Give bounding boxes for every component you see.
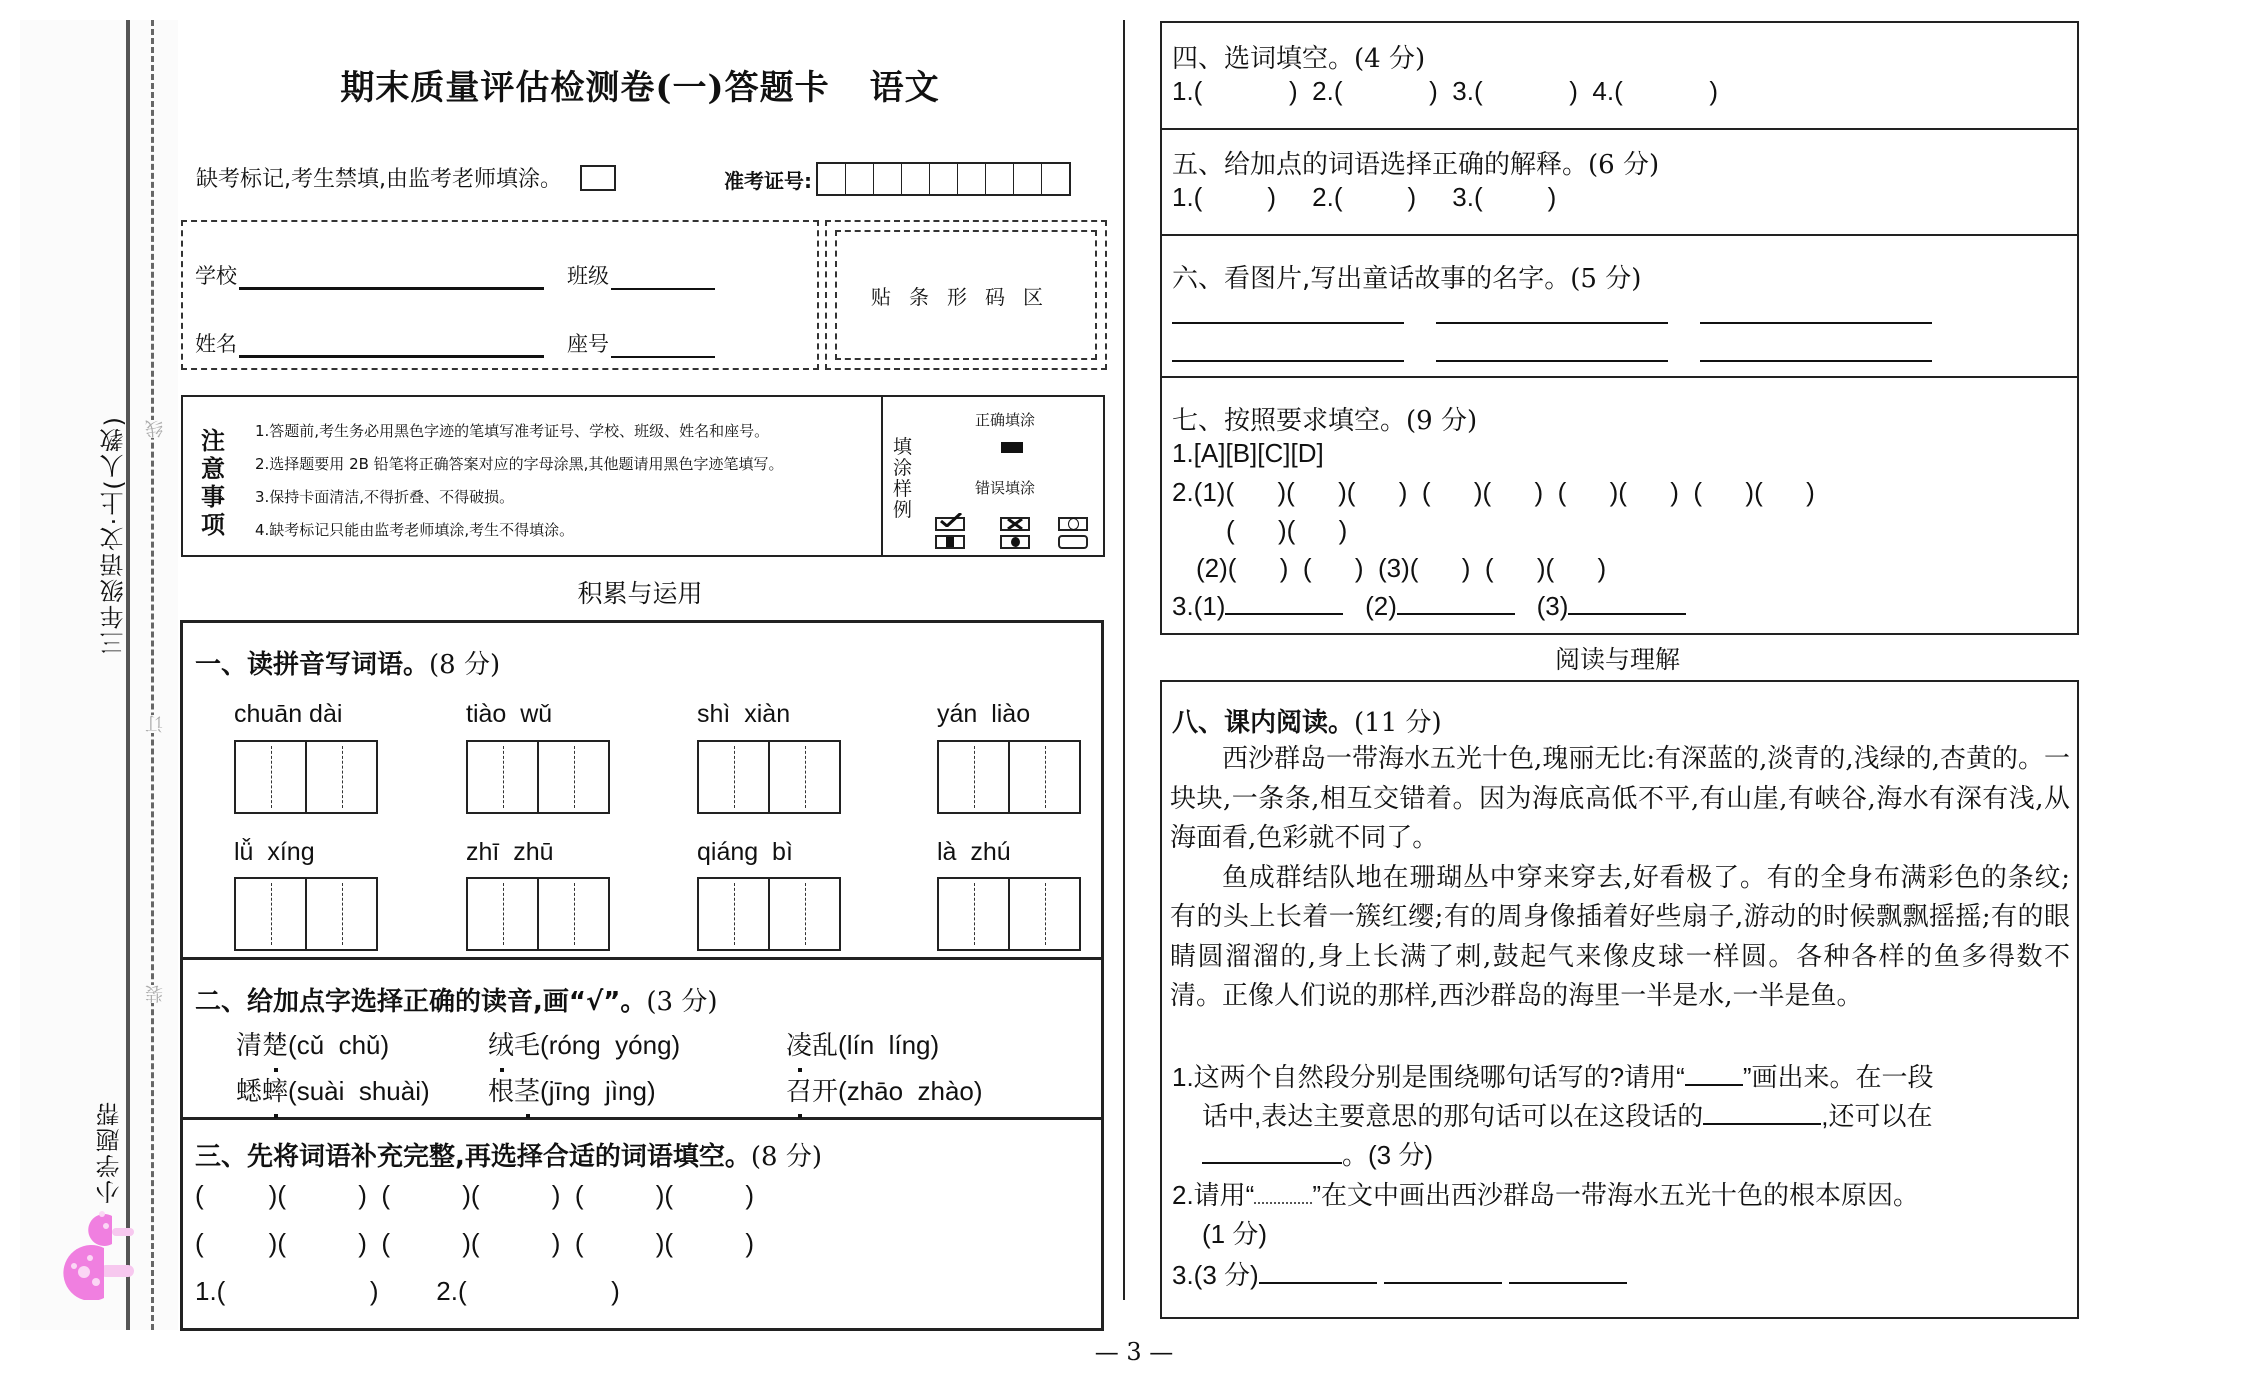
pronunciation-item[interactable] — [786, 1025, 939, 1062]
name-field[interactable] — [195, 328, 544, 358]
mushroom-stem-large — [100, 1265, 134, 1277]
q3-heading — [195, 1136, 822, 1173]
exam-id-field — [724, 162, 1071, 196]
word-char: 根 — [488, 1076, 515, 1106]
writing-grid[interactable] — [466, 740, 610, 814]
pinyin-options[interactable]: (jīng jìng) — [540, 1076, 656, 1106]
q8-sub1-text: ,还可以在 — [1821, 1101, 1933, 1131]
pinyin-options[interactable]: (suài shuài) — [288, 1076, 430, 1106]
writing-cell[interactable] — [539, 742, 608, 812]
writing-cell[interactable] — [468, 879, 539, 949]
exam-id-cell[interactable] — [986, 164, 1014, 194]
pinyin-label: zhī zhū — [466, 838, 554, 866]
q6-blank[interactable] — [1436, 360, 1668, 362]
mushroom-cap-small — [88, 1214, 112, 1246]
exam-id-cell[interactable] — [958, 164, 986, 194]
q3-blank-row[interactable]: ( )( ) ( )( ) ( )( ) — [195, 1228, 754, 1258]
q8-title: 八、课内阅读。 — [1172, 708, 1355, 738]
q8-sub2 — [1172, 1176, 2072, 1254]
q7-line4 — [1172, 591, 1686, 622]
straight-underline-sample — [1685, 1062, 1743, 1086]
writing-cell[interactable] — [939, 742, 1010, 812]
wrong-fill-outline-icon — [1058, 535, 1088, 549]
page-number: — 3 — — [1094, 1338, 1174, 1366]
q8-blank[interactable] — [1384, 1260, 1502, 1284]
q8-points: (11 分) — [1354, 708, 1442, 738]
cut-mark-install: 装 — [143, 985, 169, 1003]
writing-cell[interactable] — [699, 742, 770, 812]
q8-sub1-text: 1.这两个自然段分别是围绕哪句话写的?请用“ — [1172, 1062, 1685, 1092]
pinyin-label: chuān dài — [234, 700, 343, 728]
wrong-fill-circle-icon — [1058, 517, 1088, 531]
exam-id-cell[interactable] — [846, 164, 874, 194]
pinyin-label: shì xiàn — [697, 700, 791, 728]
q4-points: (4 分) — [1354, 44, 1426, 74]
dotted-char: 楚 — [262, 1025, 288, 1062]
writing-cell[interactable] — [939, 879, 1010, 949]
pinyin-options[interactable]: (zhāo zhào) — [838, 1076, 983, 1106]
word-char: 召 — [786, 1071, 812, 1108]
wrong-fill-cross-icon — [1000, 517, 1030, 531]
wrong-fill-half-icon — [935, 535, 965, 549]
absent-note: 缺考标记,考生禁填,由监考老师填涂。 — [196, 167, 562, 192]
writing-grid[interactable] — [697, 740, 841, 814]
pronunciation-item[interactable] — [786, 1071, 983, 1108]
q8-blank[interactable] — [1202, 1140, 1342, 1164]
q8-heading — [1172, 702, 1442, 739]
wrong-fill-dot-icon — [1000, 535, 1030, 549]
name-label: 姓名 — [195, 332, 237, 356]
q7-heading — [1172, 400, 1477, 437]
q7-blank[interactable] — [1225, 591, 1343, 615]
word-char: 绒 — [488, 1025, 514, 1062]
q7-line4-label: 3.(1) — [1172, 591, 1226, 621]
mushroom-logo-icon — [60, 1190, 140, 1300]
exam-id-cell[interactable] — [902, 164, 930, 194]
q6-heading — [1172, 258, 1641, 295]
q7-line3[interactable]: (2)( ) ( ) (3)( ) ( )( ) — [1196, 553, 1607, 583]
q2-title: 二、给加点字选择正确的读音,画“√”。 — [195, 987, 647, 1017]
q4-answers[interactable]: 1.( ) 2.( ) 3.( ) 4.( ) — [1172, 76, 1719, 106]
q7-line4-label-b: (2) — [1365, 591, 1397, 621]
exam-id-label: 准考证号: — [724, 168, 812, 193]
subject-label: 语文 — [869, 68, 940, 108]
wrong-fill-label: 错误填涂 — [975, 479, 1036, 497]
pinyin-label: là zhú — [937, 838, 1011, 866]
q8-blank[interactable] — [1509, 1260, 1627, 1284]
writing-grid[interactable] — [937, 877, 1081, 951]
cut-mark-line: 线 — [143, 420, 169, 438]
cut-mark-bind: 订 — [143, 715, 169, 733]
seat-label: 座号 — [567, 332, 609, 356]
q4-heading — [1172, 38, 1425, 75]
q8-blank[interactable] — [1703, 1101, 1821, 1125]
pronunciation-item[interactable] — [488, 1025, 680, 1062]
writing-cell[interactable] — [539, 879, 608, 949]
q3-title: 三、先将词语补充完整,再选择合适的词语填空。 — [195, 1142, 751, 1172]
passage-paragraph: 西沙群岛一带海水五光十色,瑰丽无比:有深蓝的,淡青的,浅绿的,杏黄的。一块块,一条条,相互交错着。因为海底高低不平,有山崖,有峡谷,海水有深有浅,从海面看,色彩就不同了。 — [1170, 744, 2070, 853]
absent-mark-row — [196, 162, 616, 193]
pronunciation-item[interactable] — [488, 1071, 656, 1108]
q6-points: (5 分) — [1570, 264, 1642, 294]
divider — [1160, 234, 2077, 236]
exam-id-cell[interactable] — [1042, 164, 1069, 194]
q6-blank[interactable] — [1700, 322, 1932, 324]
q8-sub3 — [1172, 1256, 2072, 1295]
q6-title: 六、看图片,写出童话故事的名字。 — [1172, 264, 1571, 294]
dotted-char: 开 — [812, 1076, 839, 1106]
q8-blank[interactable] — [1259, 1260, 1377, 1284]
q5-points: (6 分) — [1588, 150, 1660, 180]
divider — [180, 957, 1101, 960]
notes-label: 注意事项 — [201, 427, 225, 539]
exam-id-cells[interactable] — [816, 162, 1071, 196]
q5-title: 五、给加点的词语选择正确的解释。 — [1172, 150, 1589, 180]
writing-cell[interactable] — [236, 742, 307, 812]
q1-heading — [195, 644, 500, 681]
writing-grid[interactable] — [234, 740, 378, 814]
q5-heading — [1172, 144, 1659, 181]
q1-points: (8 分) — [429, 650, 501, 680]
divider — [1160, 376, 2077, 378]
barcode-label: 贴条形码区 — [871, 284, 1061, 309]
notes-list — [255, 415, 783, 547]
pronunciation-item[interactable] — [236, 1025, 389, 1062]
pinyin-options[interactable]: (cǔ chǔ) — [288, 1030, 390, 1060]
word-char: 蟋 — [236, 1076, 263, 1106]
wavy-underline-sample — [1254, 1180, 1312, 1204]
section-reading: 阅读与理解 — [1554, 645, 1680, 674]
absent-checkbox[interactable] — [580, 165, 616, 191]
writing-cell[interactable] — [236, 879, 307, 949]
fill-sample — [881, 397, 1105, 555]
writing-grid[interactable] — [697, 877, 841, 951]
q1-title: 一、读拼音写词语。 — [195, 650, 430, 680]
book-title: 三年级语文·上(人教) — [100, 415, 128, 656]
q7-line2[interactable]: 2.(1)( )( )( ) ( )( ) ( )( ) ( )( ) — [1172, 477, 1815, 507]
barcode-area — [825, 220, 1107, 370]
notes-box — [181, 395, 1105, 557]
pinyin-options[interactable]: (róng yóng) — [540, 1030, 681, 1060]
writing-cell[interactable] — [468, 742, 539, 812]
q6-blank[interactable] — [1172, 322, 1404, 324]
pronunciation-item[interactable] — [236, 1071, 430, 1108]
q4-title: 四、选词填空。 — [1172, 44, 1355, 74]
q7-points: (9 分) — [1406, 406, 1478, 436]
writing-grid[interactable] — [937, 740, 1081, 814]
word-char: 清 — [236, 1030, 263, 1060]
q5-answers[interactable]: 1.( ) 2.( ) 3.( ) — [1172, 182, 1557, 212]
class-input-line[interactable] — [611, 266, 715, 290]
q8-sub2-text: ”在文中画出西沙群岛一带海水五光十色的根本原因。 — [1312, 1180, 1920, 1210]
dotted-char: 乱 — [812, 1030, 839, 1060]
writing-grid[interactable] — [234, 877, 378, 951]
q6-blank[interactable] — [1700, 360, 1932, 362]
page-title — [180, 60, 1100, 109]
writing-cell[interactable] — [307, 742, 376, 812]
exam-id-cell[interactable] — [930, 164, 958, 194]
writing-cell[interactable] — [307, 879, 376, 949]
q6-blank[interactable] — [1172, 360, 1404, 362]
mushroom-stem-small — [112, 1228, 134, 1236]
exam-id-cell[interactable] — [874, 164, 902, 194]
binding-cut-line — [151, 20, 154, 1330]
dotted-char: 蟀 — [262, 1071, 288, 1108]
q7-title: 七、按照要求填空。 — [1172, 406, 1407, 436]
q8-sub1 — [1172, 1058, 2072, 1175]
passage-paragraph: 鱼成群结队地在珊瑚丛中穿来穿去,好看极了。有的全身布满彩色的条纹;有的头上长着一簇红缨;有的周身像插着好些扇子,游动的时候飘飘摇摇;有的眼睛圆溜溜的,身上长满了刺,鼓起气来像皮球一样圆。各种各样的鱼多得数不清。正像人们说的那样,西沙群岛的海里一半是水,一半是鱼。 — [1170, 862, 2070, 1011]
q3-blank-row[interactable]: ( )( ) ( )( ) ( )( ) — [195, 1180, 754, 1210]
writing-cell[interactable] — [1010, 742, 1079, 812]
school-field[interactable] — [195, 260, 544, 290]
writing-cell[interactable] — [1010, 879, 1079, 949]
exam-id-cell[interactable] — [818, 164, 846, 194]
class-label: 班级 — [567, 264, 609, 288]
q8-sub3-label: 3.(3 分) — [1172, 1260, 1259, 1290]
word-char: 凌 — [786, 1025, 812, 1062]
section-accumulation: 积累与运用 — [577, 579, 703, 608]
q7-choice-options[interactable]: 1.[A][B][C][D] — [1172, 438, 1324, 468]
note-item: 3.保持卡面清洁,不得折叠、不得破损。 — [255, 488, 515, 506]
writing-grid[interactable] — [466, 877, 610, 951]
pinyin-label: yán liào — [937, 700, 1031, 728]
seat-input-line[interactable] — [611, 334, 715, 358]
pinyin-label: lǚ xíng — [234, 838, 315, 866]
writing-cell[interactable] — [770, 879, 839, 949]
pinyin-options[interactable]: (lín líng) — [838, 1030, 940, 1060]
note-item: 4.缺考标记只能由监考老师填涂,考生不得填涂。 — [255, 521, 575, 539]
writing-cell[interactable] — [770, 742, 839, 812]
dotted-char: 毛 — [514, 1030, 541, 1060]
student-info-box — [181, 220, 819, 370]
wrong-fill-check-icon — [935, 517, 965, 531]
school-input-line[interactable] — [239, 265, 544, 290]
column-divider — [1123, 20, 1125, 1300]
name-input-line[interactable] — [239, 333, 544, 358]
dotted-char: 茎 — [514, 1071, 540, 1108]
q2-heading — [195, 981, 718, 1018]
note-item: 1.答题前,考生务必用黑色字迹的笔填写准考证号、学校、班级、姓名和座号。 — [255, 422, 770, 440]
barcode-inner — [835, 230, 1097, 360]
q7-line4-label-c: (3) — [1536, 591, 1569, 621]
q8-sub1-text: 话中,表达主要意思的那句话可以在这段话的 — [1202, 1101, 1704, 1131]
pinyin-label: tiào wǔ — [466, 700, 553, 728]
seat-field[interactable] — [567, 328, 715, 358]
divider — [180, 1117, 1101, 1120]
class-field[interactable] — [567, 260, 715, 290]
school-label: 学校 — [195, 264, 237, 288]
pinyin-label: qiáng bì — [697, 838, 793, 866]
q8-sub1-text: 。(3 分) — [1342, 1140, 1434, 1170]
brand-name: 小学题帮 — [96, 1100, 124, 1204]
q6-blank[interactable] — [1436, 322, 1668, 324]
correct-fill-mark-icon — [1001, 442, 1023, 453]
writing-cell[interactable] — [699, 879, 770, 949]
q3-answers[interactable]: 1.( ) 2.( ) — [195, 1276, 620, 1306]
q8-sub2-text: 2.请用“ — [1172, 1180, 1255, 1210]
q8-sub1-text: ”画出来。在一段 — [1742, 1062, 1934, 1092]
exam-title: 期末质量评估检测卷(一)答题卡 — [340, 68, 830, 108]
reading-passage — [1170, 740, 2070, 1017]
divider — [1160, 128, 2077, 130]
q7-blank[interactable] — [1568, 591, 1686, 615]
exam-id-cell[interactable] — [1014, 164, 1042, 194]
q8-sub2-points: (1 分) — [1202, 1219, 1268, 1249]
q7-line2-cont[interactable]: ( )( ) — [1226, 515, 1348, 545]
q7-blank[interactable] — [1397, 591, 1515, 615]
correct-fill-label: 正确填涂 — [975, 411, 1036, 429]
q3-points: (8 分) — [750, 1142, 822, 1172]
note-item: 2.选择题要用 2B 铅笔将正确答案对应的字母涂黑,其他题请用黑色字迹笔填写。 — [255, 455, 784, 473]
q2-points: (3 分) — [646, 987, 718, 1017]
fill-sample-label: 填涂样例 — [893, 436, 913, 521]
